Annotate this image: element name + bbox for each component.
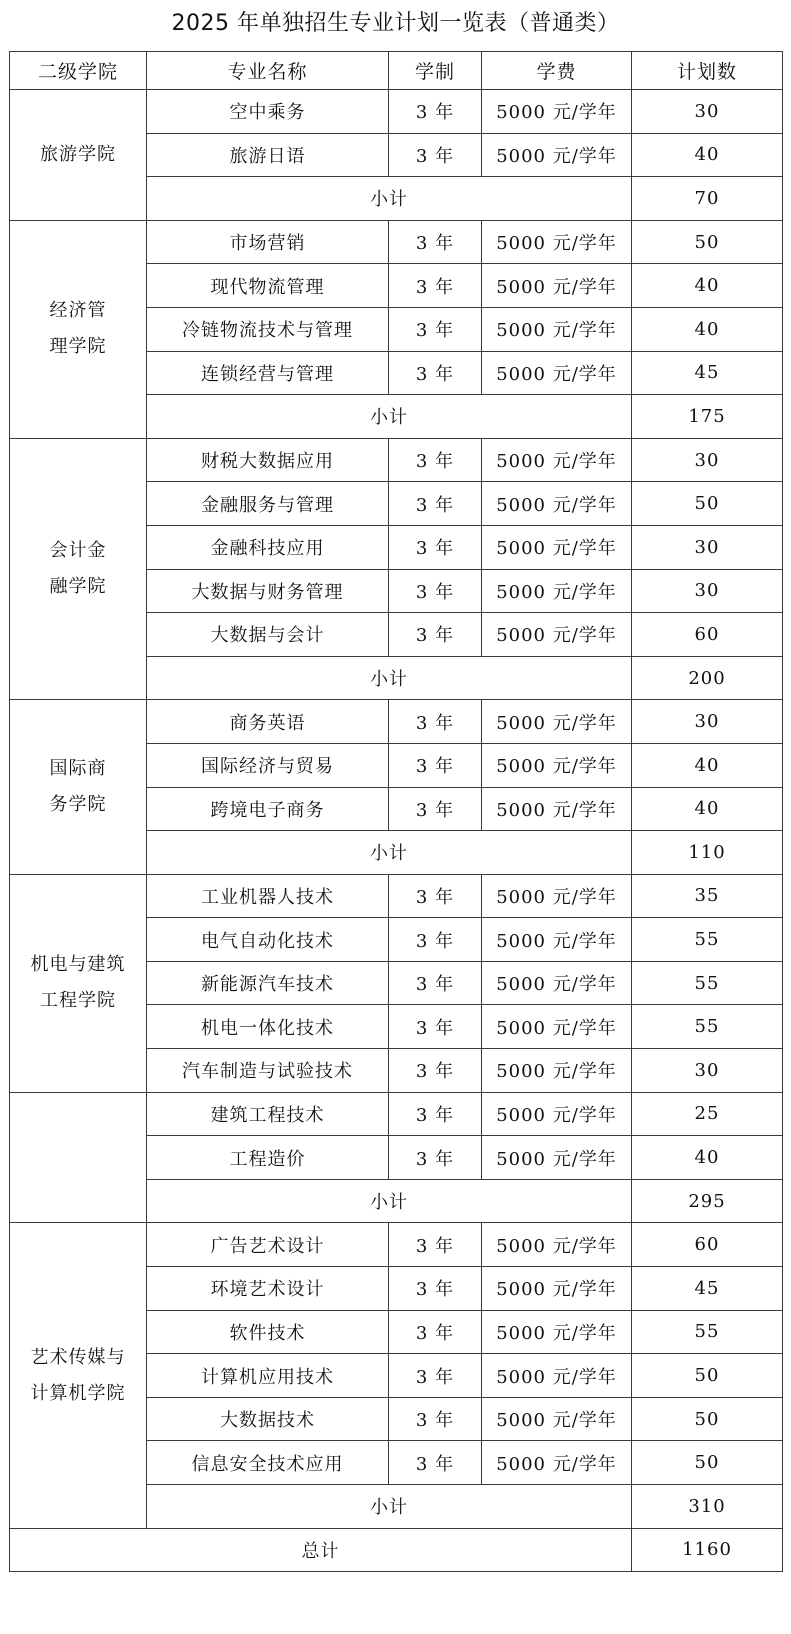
fee-cell: 5000 元/学年 bbox=[482, 351, 632, 395]
years-cell: 3 年 bbox=[389, 438, 482, 482]
plan-count-cell: 40 bbox=[632, 787, 783, 831]
plan-count-cell: 30 bbox=[632, 438, 783, 482]
fee-cell: 5000 元/学年 bbox=[482, 1310, 632, 1354]
plan-count-cell: 30 bbox=[632, 525, 783, 569]
enrollment-plan-table bbox=[9, 51, 783, 1572]
major-name-cell: 市场营销 bbox=[147, 220, 389, 264]
years-cell: 3 年 bbox=[389, 1136, 482, 1180]
subtotal-label: 小计 bbox=[147, 177, 632, 221]
fee-cell: 5000 元/学年 bbox=[482, 787, 632, 831]
years-cell: 3 年 bbox=[389, 133, 482, 177]
fee-cell: 5000 元/学年 bbox=[482, 1354, 632, 1398]
plan-count-cell: 40 bbox=[632, 1136, 783, 1180]
subtotal-label: 小计 bbox=[147, 1485, 632, 1529]
fee-cell: 5000 元/学年 bbox=[482, 613, 632, 657]
table-row bbox=[10, 220, 783, 264]
college-name-line: 工程学院 bbox=[40, 990, 116, 1012]
college-name-cell bbox=[10, 874, 147, 1092]
plan-count-cell: 55 bbox=[632, 918, 783, 962]
major-name-cell: 软件技术 bbox=[147, 1310, 389, 1354]
plan-count-cell: 60 bbox=[632, 613, 783, 657]
fee-cell: 5000 元/学年 bbox=[482, 482, 632, 526]
major-name-cell: 新能源汽车技术 bbox=[147, 961, 389, 1005]
fee-cell: 5000 元/学年 bbox=[482, 743, 632, 787]
college-name-cell bbox=[10, 220, 147, 438]
page-title: 2025 年单独招生专业计划一览表（普通类） bbox=[171, 11, 620, 36]
college-name-cell bbox=[10, 1092, 147, 1223]
college-name-line: 旅游学院 bbox=[40, 143, 116, 165]
fee-cell: 5000 元/学年 bbox=[482, 438, 632, 482]
years-cell: 3 年 bbox=[389, 613, 482, 657]
plan-count-cell: 30 bbox=[632, 569, 783, 613]
major-name-cell: 汽车制造与试验技术 bbox=[147, 1049, 389, 1093]
fee-cell: 5000 元/学年 bbox=[482, 90, 632, 134]
plan-count-cell: 45 bbox=[632, 1267, 783, 1311]
years-cell: 3 年 bbox=[389, 1049, 482, 1093]
fee-cell: 5000 元/学年 bbox=[482, 700, 632, 744]
total-label: 总计 bbox=[10, 1528, 632, 1572]
fee-cell: 5000 元/学年 bbox=[482, 307, 632, 351]
years-cell: 3 年 bbox=[389, 1005, 482, 1049]
plan-count-cell: 50 bbox=[632, 1354, 783, 1398]
header-years: 学制 bbox=[389, 52, 482, 90]
major-name-cell: 广告艺术设计 bbox=[147, 1223, 389, 1267]
plan-count-cell: 55 bbox=[632, 1310, 783, 1354]
fee-cell: 5000 元/学年 bbox=[482, 1049, 632, 1093]
major-name-cell: 大数据与财务管理 bbox=[147, 569, 389, 613]
years-cell: 3 年 bbox=[389, 1354, 482, 1398]
header-fee: 学费 bbox=[482, 52, 632, 90]
major-name-cell: 国际经济与贸易 bbox=[147, 743, 389, 787]
major-name-cell: 工程造价 bbox=[147, 1136, 389, 1180]
fee-cell: 5000 元/学年 bbox=[482, 525, 632, 569]
major-name-cell: 跨境电子商务 bbox=[147, 787, 389, 831]
plan-count-cell: 50 bbox=[632, 1441, 783, 1485]
college-name-line: 机电与建筑 bbox=[30, 954, 126, 976]
plan-count-cell: 35 bbox=[632, 874, 783, 918]
years-cell: 3 年 bbox=[389, 874, 482, 918]
plan-count-cell: 30 bbox=[632, 90, 783, 134]
table-row bbox=[10, 1223, 783, 1267]
table-row bbox=[10, 874, 783, 918]
subtotal-label: 小计 bbox=[147, 656, 632, 700]
college-name-line: 会计金 bbox=[49, 540, 107, 562]
years-cell: 3 年 bbox=[389, 1267, 482, 1311]
major-name-cell: 旅游日语 bbox=[147, 133, 389, 177]
fee-cell: 5000 元/学年 bbox=[482, 1005, 632, 1049]
fee-cell: 5000 元/学年 bbox=[482, 1441, 632, 1485]
fee-cell: 5000 元/学年 bbox=[482, 1267, 632, 1311]
years-cell: 3 年 bbox=[389, 307, 482, 351]
years-cell: 3 年 bbox=[389, 482, 482, 526]
major-name-cell: 工业机器人技术 bbox=[147, 874, 389, 918]
years-cell: 3 年 bbox=[389, 787, 482, 831]
plan-count-cell: 30 bbox=[632, 700, 783, 744]
major-name-cell: 环境艺术设计 bbox=[147, 1267, 389, 1311]
fee-cell: 5000 元/学年 bbox=[482, 1092, 632, 1136]
table-row bbox=[10, 1092, 783, 1136]
plan-count-cell: 40 bbox=[632, 743, 783, 787]
years-cell: 3 年 bbox=[389, 569, 482, 613]
college-name-line: 融学院 bbox=[49, 576, 107, 598]
plan-count-cell: 50 bbox=[632, 220, 783, 264]
total-row bbox=[10, 1528, 783, 1572]
major-name-cell: 财税大数据应用 bbox=[147, 438, 389, 482]
subtotal-label: 小计 bbox=[147, 831, 632, 875]
major-name-cell: 大数据技术 bbox=[147, 1397, 389, 1441]
fee-cell: 5000 元/学年 bbox=[482, 264, 632, 308]
plan-count-cell: 40 bbox=[632, 133, 783, 177]
college-name-cell bbox=[10, 90, 147, 221]
years-cell: 3 年 bbox=[389, 743, 482, 787]
years-cell: 3 年 bbox=[389, 90, 482, 134]
major-name-cell: 金融科技应用 bbox=[147, 525, 389, 569]
header-major: 专业名称 bbox=[147, 52, 389, 90]
years-cell: 3 年 bbox=[389, 351, 482, 395]
major-name-cell: 连锁经营与管理 bbox=[147, 351, 389, 395]
major-name-cell: 现代物流管理 bbox=[147, 264, 389, 308]
subtotal-label: 小计 bbox=[147, 1179, 632, 1223]
table-row bbox=[10, 438, 783, 482]
years-cell: 3 年 bbox=[389, 1310, 482, 1354]
years-cell: 3 年 bbox=[389, 1441, 482, 1485]
major-name-cell: 冷链物流技术与管理 bbox=[147, 307, 389, 351]
major-name-cell: 机电一体化技术 bbox=[147, 1005, 389, 1049]
years-cell: 3 年 bbox=[389, 525, 482, 569]
subtotal-value: 110 bbox=[632, 831, 783, 875]
years-cell: 3 年 bbox=[389, 700, 482, 744]
subtotal-label: 小计 bbox=[147, 395, 632, 439]
college-name-line: 计算机学院 bbox=[30, 1382, 126, 1404]
fee-cell: 5000 元/学年 bbox=[482, 1136, 632, 1180]
plan-count-cell: 40 bbox=[632, 264, 783, 308]
fee-cell: 5000 元/学年 bbox=[482, 220, 632, 264]
table-body bbox=[10, 90, 783, 1572]
plan-count-cell: 50 bbox=[632, 482, 783, 526]
subtotal-value: 175 bbox=[632, 395, 783, 439]
fee-cell: 5000 元/学年 bbox=[482, 569, 632, 613]
total-value: 1160 bbox=[632, 1528, 783, 1572]
subtotal-value: 310 bbox=[632, 1485, 783, 1529]
fee-cell: 5000 元/学年 bbox=[482, 1397, 632, 1441]
college-name-line: 国际商 bbox=[49, 758, 107, 779]
college-name-line: 务学院 bbox=[49, 794, 107, 815]
college-name-line: 理学院 bbox=[49, 336, 107, 358]
college-name-cell bbox=[10, 700, 147, 874]
plan-count-cell: 55 bbox=[632, 961, 783, 1005]
fee-cell: 5000 元/学年 bbox=[482, 133, 632, 177]
major-name-cell: 信息安全技术应用 bbox=[147, 1441, 389, 1485]
plan-count-cell: 50 bbox=[632, 1397, 783, 1441]
major-name-cell: 大数据与会计 bbox=[147, 613, 389, 657]
years-cell: 3 年 bbox=[389, 918, 482, 962]
plan-count-cell: 55 bbox=[632, 1005, 783, 1049]
subtotal-value: 200 bbox=[632, 656, 783, 700]
fee-cell: 5000 元/学年 bbox=[482, 918, 632, 962]
major-name-cell: 商务英语 bbox=[147, 700, 389, 744]
major-name-cell: 空中乘务 bbox=[147, 90, 389, 134]
college-name-cell bbox=[10, 1223, 147, 1528]
subtotal-value: 70 bbox=[632, 177, 783, 221]
college-name-line: 艺术传媒与 bbox=[30, 1346, 126, 1368]
plan-count-cell: 40 bbox=[632, 307, 783, 351]
years-cell: 3 年 bbox=[389, 1223, 482, 1267]
plan-count-cell: 30 bbox=[632, 1049, 783, 1093]
years-cell: 3 年 bbox=[389, 264, 482, 308]
header-row bbox=[10, 52, 783, 90]
table-row bbox=[10, 700, 783, 744]
years-cell: 3 年 bbox=[389, 961, 482, 1005]
college-name-line: 经济管 bbox=[49, 300, 107, 322]
major-name-cell: 金融服务与管理 bbox=[147, 482, 389, 526]
years-cell: 3 年 bbox=[389, 220, 482, 264]
header-college: 二级学院 bbox=[10, 52, 147, 90]
plan-count-cell: 60 bbox=[632, 1223, 783, 1267]
major-name-cell: 计算机应用技术 bbox=[147, 1354, 389, 1398]
table-header bbox=[10, 52, 783, 90]
plan-count-cell: 25 bbox=[632, 1092, 783, 1136]
years-cell: 3 年 bbox=[389, 1092, 482, 1136]
fee-cell: 5000 元/学年 bbox=[482, 1223, 632, 1267]
major-name-cell: 建筑工程技术 bbox=[147, 1092, 389, 1136]
plan-count-cell: 45 bbox=[632, 351, 783, 395]
major-name-cell: 电气自动化技术 bbox=[147, 918, 389, 962]
subtotal-value: 295 bbox=[632, 1179, 783, 1223]
table-row bbox=[10, 90, 783, 134]
header-count: 计划数 bbox=[632, 52, 783, 90]
college-name-cell bbox=[10, 438, 147, 700]
fee-cell: 5000 元/学年 bbox=[482, 961, 632, 1005]
fee-cell: 5000 元/学年 bbox=[482, 874, 632, 918]
years-cell: 3 年 bbox=[389, 1397, 482, 1441]
